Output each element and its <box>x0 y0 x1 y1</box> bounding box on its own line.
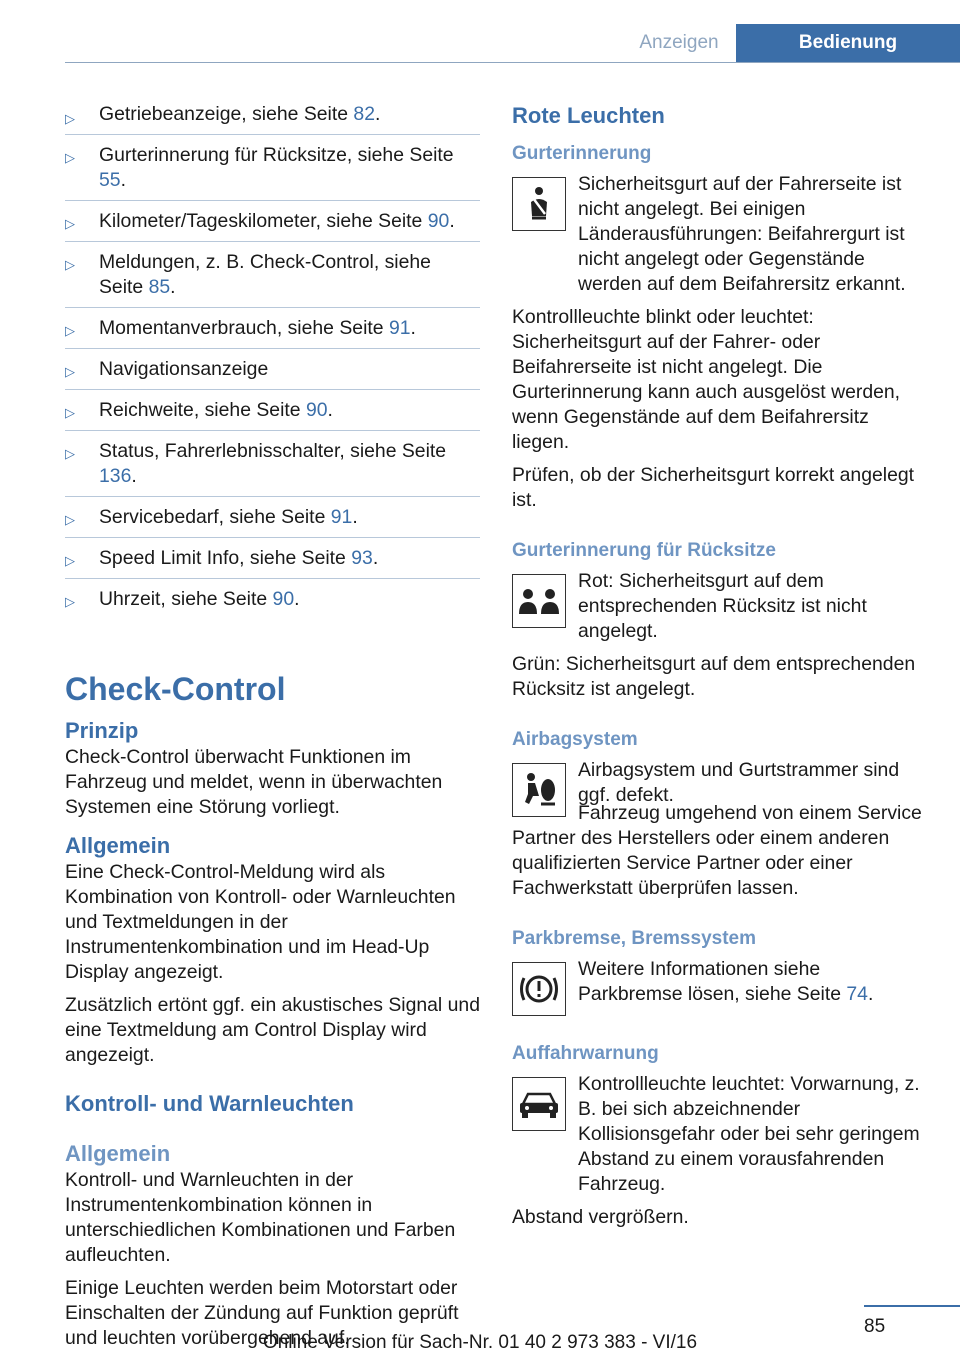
warning-block-parkbremse <box>512 957 927 1016</box>
page-link[interactable]: 93 <box>351 547 373 569</box>
auffahr-text-2: Abstand vergrößern. <box>512 1206 689 1228</box>
airbag-text: Airbagsystem und Gurtstrammer sind ggf. defekt. <box>578 759 900 806</box>
allgemein-text-2: Zusätzlich ertönt ggf. ein akustisches Signal und eine Textmeldung am Control Display wird angezeigt. <box>65 994 480 1066</box>
heading-gurterinnerung: Gurterinnerung <box>512 143 652 164</box>
triangle-bullet-icon: ▷ <box>65 364 75 379</box>
heading-kw-allgemein: Allgemein <box>65 1141 171 1166</box>
list-item: ▷ Speed Limit Info, siehe Seite 93. <box>65 538 480 579</box>
heading-kontroll-warnleuchten: Kontroll- und Warnleuchten <box>65 1091 354 1116</box>
triangle-bullet-icon: ▷ <box>65 150 75 165</box>
warning-block-ruecksitz <box>512 569 927 644</box>
page-link[interactable]: 55 <box>99 169 121 191</box>
triangle-bullet-icon: ▷ <box>65 111 75 126</box>
list-item: ▷ Status, Fahrerlebnisschalter, siehe Seite 136. <box>65 431 480 497</box>
page-link[interactable]: 90 <box>305 399 328 421</box>
allgemein-text-1: Eine Check-Control-Meldung wird als Kombination von Kontroll- oder Warnleuchten und Textmeldungen in der Instrumentenkombination und im Head-Up Display angezeigt. <box>65 861 456 983</box>
heading-prinzip: Prinzip <box>65 718 139 743</box>
list-item: ▷ Reichweite, siehe Seite 90. <box>65 390 480 431</box>
triangle-bullet-icon: ▷ <box>65 594 75 609</box>
triangle-bullet-icon: ▷ <box>65 446 75 461</box>
header-rule <box>65 62 960 63</box>
list-item: ▷ Meldungen, z. B. Check-Control, siehe Seite 85. <box>65 242 480 308</box>
list-item: ▷ Kilometer/Tageskilometer, siehe Seite 90. <box>65 201 480 242</box>
triangle-bullet-icon: ▷ <box>65 405 75 420</box>
heading-airbagsystem: Airbagsystem <box>512 729 638 750</box>
ruecksitz-text: Rot: Sicherheitsgurt auf dem entsprechenden Rücksitz ist nicht angelegt. <box>578 570 867 642</box>
list-item: ▷ Gurterinnerung für Rücksitze, siehe Seite 55. <box>65 135 480 201</box>
prinzip-text: Check-Control überwacht Funktionen im Fahrzeug und meldet, wenn in überwachten Systemen eine Störung vorliegt. <box>65 746 443 818</box>
gurt-text: Sicherheitsgurt auf der Fahrerseite ist nicht angelegt. Bei einigen Länderausführungen: Beifahrergurt ist nicht angelegt oder Gegenstände werden auf dem Beifahrersitz erkannt. <box>578 173 906 295</box>
kw-text-2: Einige Leuchten werden beim Motorstart oder Einschalten der Zündung auf Funktion geprüft und leuchten vorübergehend auf. <box>65 1277 459 1349</box>
parkbremse-text: Weitere Informationen siehe Parkbremse lösen, siehe Seite 74. <box>578 958 874 1005</box>
page-link[interactable]: 74 <box>846 983 868 1005</box>
list-item: ▷ Getriebeanzeige, siehe Seite 82. <box>65 96 480 135</box>
footer-note: Online Version für Sach-Nr. 01 40 2 973 383 - VI/16 <box>262 1332 698 1353</box>
kw-text-1: Kontroll- und Warnleuchten in der Instrumentenkombination können in unterschiedlichen Kombinationen und Farben aufleuchten. <box>65 1169 456 1266</box>
triangle-bullet-icon: ▷ <box>65 257 75 272</box>
heading-auffahrwarnung: Auffahrwarnung <box>512 1043 659 1064</box>
tab-bedienung[interactable]: Bedienung <box>736 24 960 62</box>
triangle-bullet-icon: ▷ <box>65 216 75 231</box>
list-item: ▷ Momentanverbrauch, siehe Seite 91. <box>65 308 480 349</box>
warning-block-auffahr <box>512 1072 927 1197</box>
heading-parkbremse: Parkbremse, Bremssystem <box>512 928 756 949</box>
right-column <box>512 96 927 1230</box>
gurt-text-2: Kontrollleuchte blinkt oder leuchtet: Sicherheitsgurt auf der Fahrer- oder Beifahrerseite ist nicht angelegt. Die Gurterinnerung kann auch ausgelöst werden, wenn Gegenstände auf dem Beifahrersitz liegen. <box>512 306 901 453</box>
rear-seatbelt-icon <box>512 574 566 628</box>
ruecksitz-text-2: Grün: Sicherheitsgurt auf dem entsprechenden Rücksitz ist angelegt. <box>512 653 916 700</box>
list-item: ▷ Navigationsanzeige <box>65 349 480 390</box>
page-link[interactable]: 90 <box>427 210 450 232</box>
auffahr-text: Kontrollleuchte leuchtet: Vorwarnung, z. B. bei sich abzeichnender Kollisionsgefahr oder bei sehr geringem Abstand zu einem vorausfahrenden Fahrzeug. <box>578 1073 920 1195</box>
section-title-check-control: Check-Control <box>65 671 286 707</box>
seatbelt-icon <box>512 177 566 231</box>
footer-rule <box>864 1305 960 1307</box>
left-column <box>65 96 480 1351</box>
heading-gurt-ruecksitze: Gurterinnerung für Rücksitze <box>512 540 776 561</box>
page-link[interactable]: 91 <box>330 506 353 528</box>
display-list <box>65 96 480 619</box>
gurt-text-3: Prüfen, ob der Sicherheitsgurt korrekt angelegt ist. <box>512 464 915 511</box>
triangle-bullet-icon: ▷ <box>65 553 75 568</box>
triangle-bullet-icon: ▷ <box>65 323 75 338</box>
page-link[interactable]: 82 <box>353 103 375 125</box>
airbag-icon <box>512 763 566 817</box>
triangle-bullet-icon: ▷ <box>65 512 75 527</box>
page-link[interactable]: 85 <box>148 276 171 298</box>
airbag-text-2: Fahrzeug umgehend von einem Service Partner des Herstellers oder einem anderen qualifizierten Service Partner oder einer Fachwerkstatt überprüfen lassen. <box>512 802 922 899</box>
heading-rote-leuchten: Rote Leuchten <box>512 103 665 128</box>
list-item: ▷ Servicebedarf, siehe Seite 91. <box>65 497 480 538</box>
warning-block-gurt <box>512 172 927 297</box>
page-link[interactable]: 136 <box>99 465 132 487</box>
page-number: 85 <box>864 1316 886 1337</box>
list-item: ▷ Uhrzeit, siehe Seite 90. <box>65 579 480 619</box>
collision-car-icon <box>512 1077 566 1131</box>
brake-warning-icon <box>512 962 566 1016</box>
page-link[interactable]: 90 <box>272 588 295 610</box>
tab-anzeigen[interactable]: Anzeigen <box>639 32 719 53</box>
page-link[interactable]: 91 <box>388 317 411 339</box>
heading-allgemein: Allgemein <box>65 833 171 858</box>
